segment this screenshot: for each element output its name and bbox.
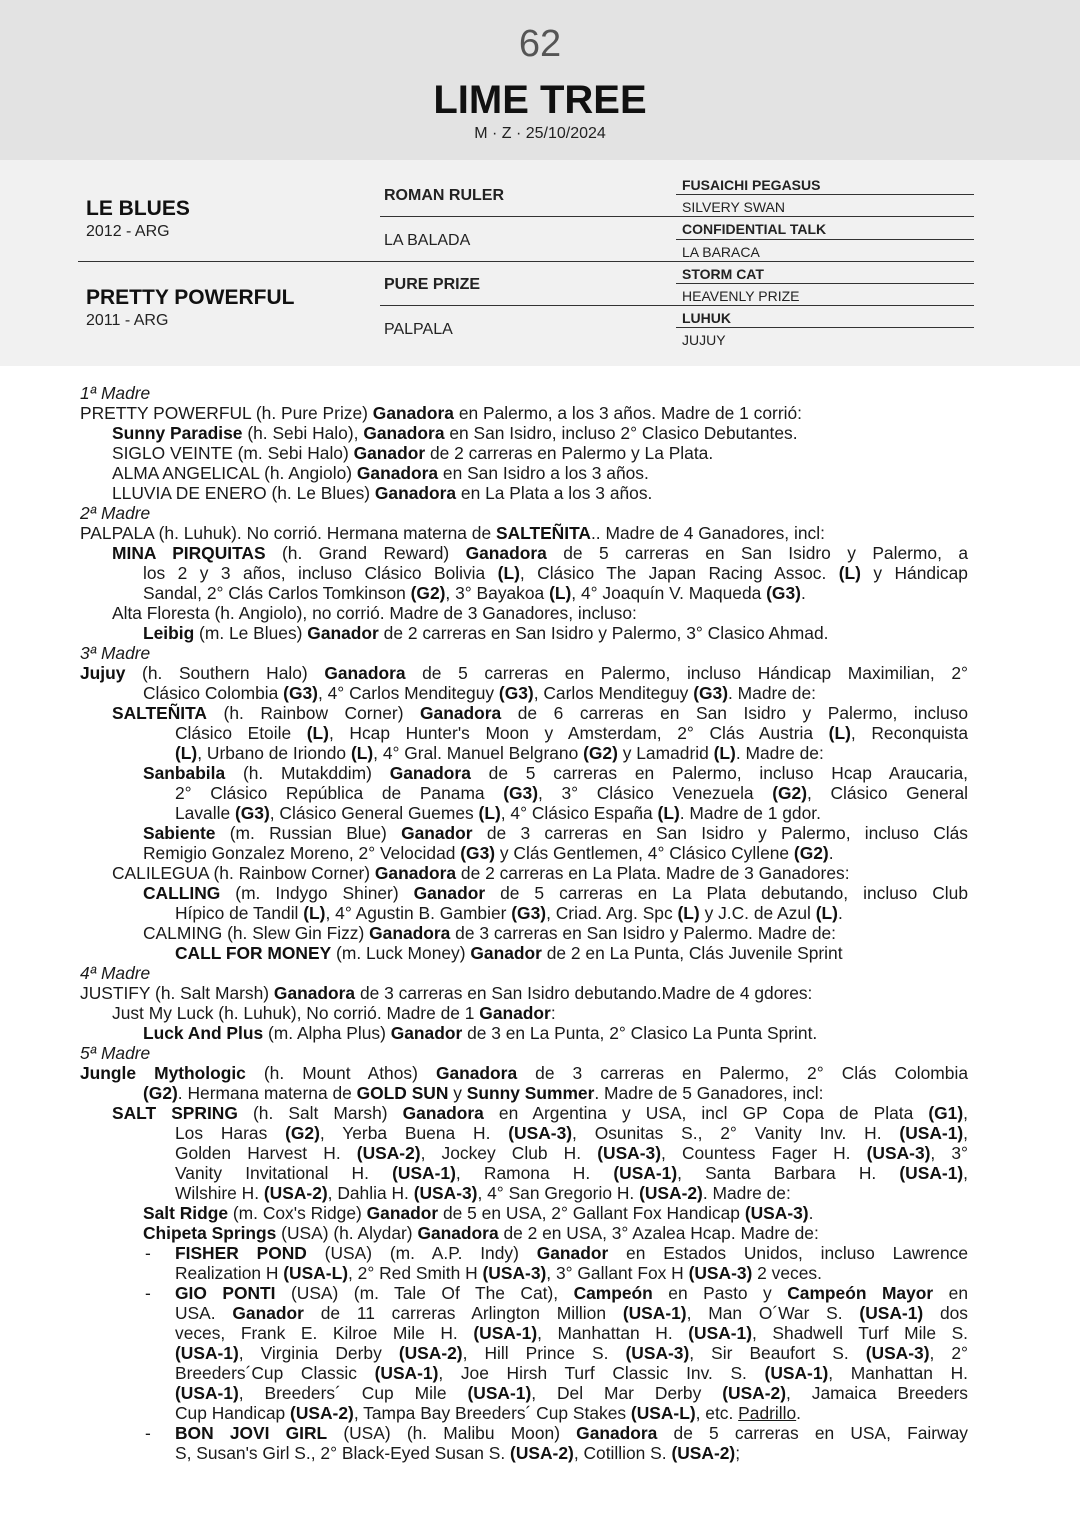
lot-number: 62 <box>518 23 562 65</box>
text-line: Just My Luck (h. Luhuk), No corrió. Madre de 1 Ganador: <box>112 1003 556 1023</box>
text-line: LLUVIA DE ENERO (h. Le Blues) Ganadora en La Plata a los 3 años. <box>112 483 653 503</box>
text-line: Golden Harvest H. (USA-2), Jockey Club H. (USA-3), Countess Fager H. (USA-3), 3° <box>175 1143 968 1163</box>
text-line: CALLING (m. Indygo Shiner) Ganador de 5 carreras en La Plata debutando, incluso Club <box>143 883 968 903</box>
list-dash: - <box>145 1283 151 1303</box>
great-grandparent: FUSAICHI PEGASUS <box>682 177 821 193</box>
section-heading: 4ª Madre <box>80 963 151 983</box>
text-line: Sabiente (m. Russian Blue) Ganador de 3 carreras en San Isidro y Palermo, incluso Clás <box>143 823 968 843</box>
text-line: (USA-1), Breeders´ Cup Mile (USA-1), Del Mar Derby (USA-2), Jamaica Breeders <box>175 1383 968 1403</box>
great-grandparent: SILVERY SWAN <box>682 199 785 215</box>
divider <box>676 239 974 240</box>
dam-name: PRETTY POWERFUL <box>86 286 295 309</box>
text-line: Hípico de Tandil (L), 4° Agustin B. Gambier (G3), Criad. Arg. Spc (L) y J.C. de Azul (L). <box>175 903 843 923</box>
great-grandparent: LUHUK <box>682 310 731 326</box>
text-line: Clásico Colombia (G3), 4° Carlos Menditeguy (G3), Carlos Menditeguy (G3). Madre de: <box>143 683 816 703</box>
text-line: JUSTIFY (h. Salt Marsh) Ganadora de 3 carreras en San Isidro debutando.Madre de 4 gdores: <box>80 983 813 1003</box>
text-line: los 2 y 3 años, incluso Clásico Bolivia (L), Clásico The Japan Racing Assoc. (L) y Hándicap <box>143 563 968 583</box>
great-grandparent: STORM CAT <box>682 266 764 282</box>
text-line: Jungle Mythologic (h. Mount Athos) Ganadora de 3 carreras en Palermo, 2° Clás Colombia <box>80 1063 968 1083</box>
text-line: Wilshire H. (USA-2), Dahlia H. (USA-3), 4° San Gregorio H. (USA-2). Madre de: <box>175 1183 791 1203</box>
text-line: Leibig (m. Le Blues) Ganador de 2 carreras en San Isidro y Palermo, 3° Clasico Ahmad. <box>143 623 829 643</box>
text-line: ALMA ANGELICAL (h. Angiolo) Ganadora en San Isidro a los 3 años. <box>112 463 649 483</box>
text-line: Clásico Etoile (L), Hcap Hunter's Moon y Amsterdam, 2° Clás Austria (L), Reconquista <box>175 723 969 743</box>
list-dash: - <box>145 1243 151 1263</box>
text-line: Sandal, 2° Clás Carlos Tomkinson (G2), 3° Bayakoa (L), 4° Joaquín V. Maqueda (G3). <box>143 583 806 603</box>
section-heading: 5ª Madre <box>80 1043 151 1063</box>
divider <box>676 283 974 284</box>
divider <box>78 261 974 262</box>
grandparent: ROMAN RULER <box>384 187 504 204</box>
text-line: Sunny Paradise (h. Sebi Halo), Ganadora en San Isidro, incluso 2° Clasico Debutantes. <box>112 423 798 443</box>
section-heading: 2ª Madre <box>80 503 151 523</box>
text-line: Lavalle (G3), Clásico General Guemes (L), 4° Clásico España (L). Madre de 1 gdor. <box>175 803 821 823</box>
text-line: Los Haras (G2), Yerba Buena H. (USA-3), Osunitas S., 2° Vanity Inv. H. (USA-1), <box>175 1123 969 1143</box>
text-line: Cup Handicap (USA-2), Tampa Bay Breeders´ Cup Stakes (USA-L), etc. Padrillo. <box>175 1403 802 1423</box>
grandparent: PALPALA <box>384 321 453 338</box>
text-line: Chipeta Springs (USA) (h. Alydar) Ganadora de 2 en USA, 3° Azalea Hcap. Madre de: <box>143 1223 819 1243</box>
divider <box>676 194 974 195</box>
text-line: 2° Clásico República de Panama (G3), 3° Clásico Venezuela (G2), Clásico General <box>175 783 968 803</box>
divider <box>676 327 974 328</box>
text-line: USA. Ganador de 11 carreras Arlington Million (USA-1), Man O´War S. (USA-1) dos <box>175 1303 969 1323</box>
great-grandparent: LA BARACA <box>682 244 760 260</box>
text-line: Breeders´Cup Classic (USA-1), Joe Hirsh Turf Classic Inv. S. (USA-1), Manhattan H. <box>175 1363 968 1383</box>
text-line: SALTEÑITA (h. Rainbow Corner) Ganadora de 6 carreras en San Isidro y Palermo, incluso <box>112 703 968 723</box>
text-line: CALILEGUA (h. Rainbow Corner) Ganadora de 2 carreras en La Plata. Madre de 3 Ganadores: <box>112 863 850 883</box>
grandparent: PURE PRIZE <box>384 276 481 293</box>
text-line: Salt Ridge (m. Cox's Ridge) Ganador de 5 en USA, 2° Gallant Fox Handicap (USA-3). <box>143 1203 814 1223</box>
list-dash: - <box>145 1423 151 1443</box>
text-line: Sanbabila (h. Mutakddim) Ganadora de 5 carreras en Palermo, incluso Hcap Araucaria, <box>143 763 968 783</box>
great-grandparent: CONFIDENTIAL TALK <box>682 221 827 237</box>
divider <box>380 305 974 306</box>
text-line: CALMING (h. Slew Gin Fizz) Ganadora de 3 carreras en San Isidro y Palermo. Madre de: <box>143 923 836 943</box>
divider <box>380 216 974 217</box>
text-line: S, Susan's Girl S., 2° Black-Eyed Susan S. (USA-2), Cotillion S. (USA-2); <box>175 1443 741 1463</box>
text-line: CALL FOR MONEY (m. Luck Money) Ganador de 2 en La Punta, Clás Juvenile Sprint <box>175 943 843 963</box>
header <box>0 0 1080 160</box>
text-line: (G2). Hermana materna de GOLD SUN y Sunny Summer. Madre de 5 Ganadores, incl: <box>143 1083 824 1103</box>
sire-info: 2012 - ARG <box>86 223 170 240</box>
text-line: PALPALA (h. Luhuk). No corrió. Hermana materna de SALTEÑITA.. Madre de 4 Ganadores, incl: <box>80 523 825 543</box>
text-line: BON JOVI GIRL (USA) (h. Malibu Moon) Ganadora de 5 carreras en USA, Fairway <box>175 1423 968 1443</box>
horse-meta: M · Z · 25/10/2024 <box>474 125 606 142</box>
section-heading: 1ª Madre <box>80 383 151 403</box>
great-grandparent: HEAVENLY PRIZE <box>682 288 800 304</box>
dam-info: 2011 - ARG <box>86 312 169 329</box>
grandparent: LA BALADA <box>384 232 471 249</box>
text-line: Vanity Invitational H. (USA-1), Ramona H. (USA-1), Santa Barbara H. (USA-1), <box>175 1163 968 1183</box>
text-line: Luck And Plus (m. Alpha Plus) Ganador de 3 en La Punta, 2° Clasico La Punta Sprint. <box>143 1023 818 1043</box>
text-line: MINA PIRQUITAS (h. Grand Reward) Ganadora de 5 carreras en San Isidro y Palermo, a <box>112 543 969 563</box>
text-line: PRETTY POWERFUL (h. Pure Prize) Ganadora en Palermo, a los 3 años. Madre de 1 corrió: <box>80 403 802 423</box>
text-line: SALT SPRING (h. Salt Marsh) Ganadora en Argentina y USA, incl GP Copa de Plata (G1), <box>112 1103 968 1123</box>
horse-name: LIME TREE <box>433 78 647 122</box>
text-line: Jujuy (h. Southern Halo) Ganadora de 5 carreras en Palermo, incluso Hándicap Maximilian, 2° <box>80 663 968 683</box>
text-line: (USA-1), Virginia Derby (USA-2), Hill Prince S. (USA-3), Sir Beaufort S. (USA-3), 2° <box>175 1343 968 1363</box>
text-line: Realization H (USA-L), 2° Red Smith H (USA-3), 3° Gallant Fox H (USA-3) 2 veces. <box>175 1263 822 1283</box>
great-grandparent: JUJUY <box>682 332 726 348</box>
sire-name: LE BLUES <box>86 197 190 220</box>
pedigree-table <box>0 160 1080 366</box>
text-line: GIO PONTI (USA) (m. Tale Of The Cat), Campeón en Pasto y Campeón Mayor en <box>175 1283 968 1303</box>
text-line: FISHER POND (USA) (m. A.P. Indy) Ganador en Estados Unidos, incluso Lawrence <box>175 1243 968 1263</box>
text-line: SIGLO VEINTE (m. Sebi Halo) Ganador de 2 carreras en Palermo y La Plata. <box>112 443 714 463</box>
text-line: Alta Floresta (h. Angiolo), no corrió. Madre de 3 Ganadores, incluso: <box>112 603 637 623</box>
text-line: veces, Frank E. Kilroe Mile H. (USA-1), Manhattan H. (USA-1), Shadwell Turf Mile S. <box>175 1323 968 1343</box>
section-heading: 3ª Madre <box>80 643 151 663</box>
text-line: Remigio Gonzalez Moreno, 2° Velocidad (G3) y Clás Gentlemen, 4° Clásico Cyllene (G2). <box>143 843 834 863</box>
text-line: (L), Urbano de Iriondo (L), 4° Gral. Manuel Belgrano (G2) y Lamadrid (L). Madre de: <box>175 743 824 763</box>
